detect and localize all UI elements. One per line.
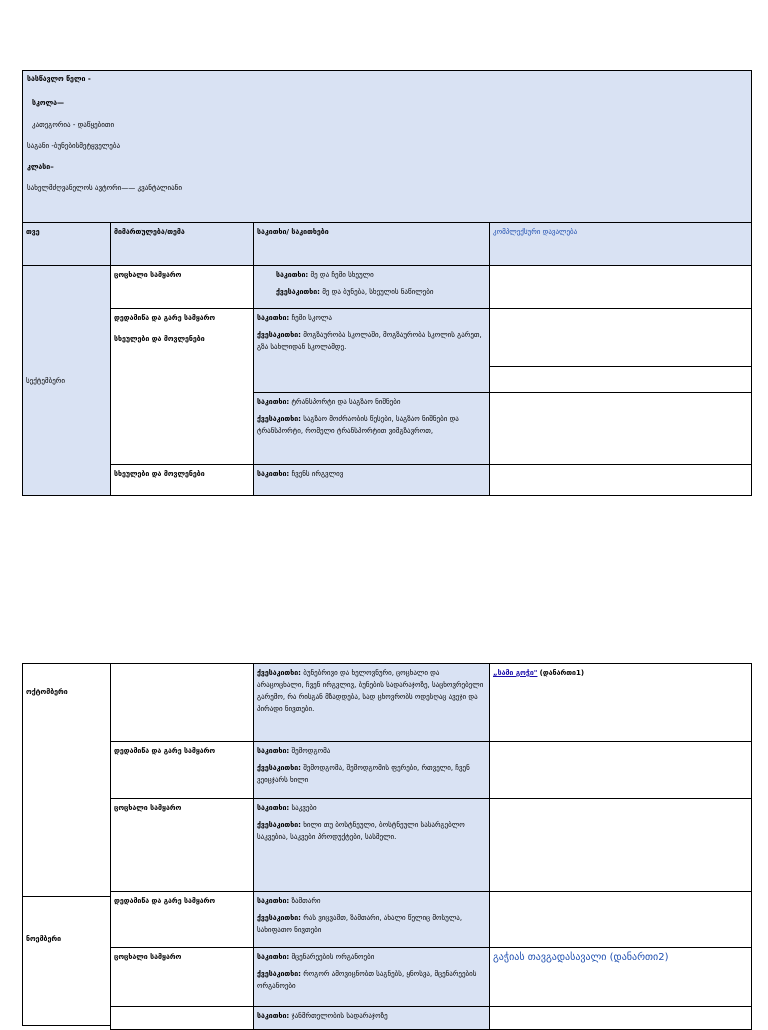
month-label: ოქტომბერი [26,688,68,696]
task-cell [489,308,752,367]
subtopic-label: ქვესაკითხი: [257,764,301,772]
topic-label: საკითხი: [257,1012,290,1020]
subtopic-text: როგორ ამოვიცნობთ საგნებს, ყნოსვა, მცენარეების ორგანოები [257,970,477,990]
task-cell [489,741,752,799]
task-cell [489,798,752,892]
subtopic-label: ქვესაკითხი: [257,821,301,829]
topic-label: საკითხი: [257,747,290,755]
subtopic-text: მე და ბუნება, სხეულის ნაწილები [322,288,434,296]
direction-cell [110,663,254,742]
task-cell [489,265,752,309]
direction-cell [110,308,254,465]
topic-cell [253,741,490,799]
month-november [22,896,111,1026]
topic-text: ჩემი სკოლა [291,314,332,322]
subtopic-text: ხილი თუ ბოსტნეული, ბოსტნეული სასარგებლო საკვებია, საკვები პროდუქტები, სასმელი. [257,821,465,841]
direction-text: დედამიწა და გარე სამყარო [114,314,216,322]
direction-cell: ცოცხალი სამყარო [110,265,254,309]
direction-cell: ცოცხალი სამყარო [110,798,254,892]
topic-label: საკითხი: [257,314,290,322]
topic-label: საკითხი: [257,398,290,406]
topic-text: ზამთარი [291,897,321,905]
subtopic-text: ბუნებრივი და ხელოვნური, ცოცხალი და არაცოცხალი, ჩვენ ირგვლივ, ბუნების სადარაჯოზე, საცხოვრებელი გარემო, რა რისგან მზადდება, სად ცხოვრობს ოდესღაც ავეჯი და პირადი ნივთები. [257,669,484,713]
month-september [22,265,111,496]
task-cell [489,947,752,1007]
topic-text: საკვები [291,804,317,812]
topic-label: საკითხი: [257,804,290,812]
topic-cell [253,891,490,948]
topic-label: საკითხი: [276,271,309,279]
col-header-month: თვე [22,222,111,266]
task-cell [489,1006,752,1030]
category: კათეგორია - დაწყებითი [32,121,115,129]
class-label: კლასი– [27,163,54,171]
col-header-topics: საკითხი/ საკითხები [253,222,490,266]
topic-text: შემოდგომა [291,747,331,755]
topic-cell [253,308,490,393]
subtopic-text: მოგზაურობა სკოლაში, მოგზაურობა სკოლის გარეთ, გზა სახლიდან სკოლამდე. [257,331,482,351]
curriculum-table-1 [22,70,752,496]
direction-cell: სხეულები და მოვლენები [110,464,254,496]
task-link[interactable]: „სამი გოჭი" [493,669,538,677]
topic-label: საკითხი: [257,897,290,905]
school-name: სკოლა— [32,99,64,107]
academic-year: სასწავლო წელი - [27,75,91,83]
task-cell [489,464,752,496]
course-info-block [22,70,752,223]
direction-text-2: სხეულები და მოვლენები [114,335,205,343]
task-suffix: (დანართი1) [539,669,585,677]
topic-cell [253,798,490,892]
subtopic-text: რას ვიცვამთ, ზამთარი, ახალი წელიც მოსულა, სახიფათო ნივთები [257,914,463,934]
subtopic-text: საგზაო მოძრაობის წესები, საგზაო ნიშნები და ტრანსპორტი, რომელი ტრანსპორტით ვიმგზავროთ, [257,415,459,435]
topic-text: მცენარეების ორგანოები [291,953,375,961]
task-cell [489,891,752,948]
month-october [22,663,111,897]
task-cell [489,366,752,393]
subject: საგანი -ბუნებისმეტყველება [27,142,121,150]
direction-cell: დედამიწა და გარე სამყარო [110,741,254,799]
subtopic-label: ქვესაკითხი: [257,331,301,339]
subtopic-label: ქვესაკითხი: [257,669,301,677]
subtopic-label: ქვესაკითხი: [257,415,301,423]
col-header-task: კომპლექსური დავალება [489,222,752,266]
topic-cell [253,947,490,1007]
topic-cell [253,392,490,465]
curriculum-table-2 [22,663,752,1024]
subtopic-label: ქვესაკითხი: [257,970,301,978]
topic-text: ჯანმრთელობის სადარაჯოზე [291,1012,388,1020]
topic-text: ტრანსპორტი და საგზაო ნიშნები [291,398,401,406]
subtopic-label: ქვესაკითხი: [276,288,320,296]
topic-cell [253,464,490,496]
topic-cell [253,663,490,742]
direction-cell [110,1006,254,1030]
topic-text: ჩვენს ირგვლივ [291,470,344,478]
month-label: სექტემბერი [26,376,65,385]
topic-text: მე და ჩემი სხეული [310,271,374,279]
task-cell [489,663,752,742]
subtopic-text: შემოდგომა, შემოდგომის ფერები, რთველი, ჩვენ ვეიცჯარს ხილი [257,764,470,784]
col-header-direction: მიმართულება/თემა [110,222,254,266]
topic-cell [253,265,490,309]
task-cell [489,392,752,465]
subtopic-label: ქვესაკითხი: [257,914,301,922]
textbook-author: სახელმძღვანელოს ავტორი—— კვანტალიანი [27,184,182,192]
direction-cell: ცოცხალი სამყარო [110,947,254,1007]
topic-cell [253,1006,490,1030]
topic-label: საკითხი: [257,470,290,478]
direction-cell: დედამიწა და გარე სამყარო [110,891,254,948]
task-text: გაჭიას თავგადასავალი (დანართი2) [493,952,669,963]
topic-label: საკითხი: [257,953,290,961]
month-label: ნოემბერი [26,935,62,943]
